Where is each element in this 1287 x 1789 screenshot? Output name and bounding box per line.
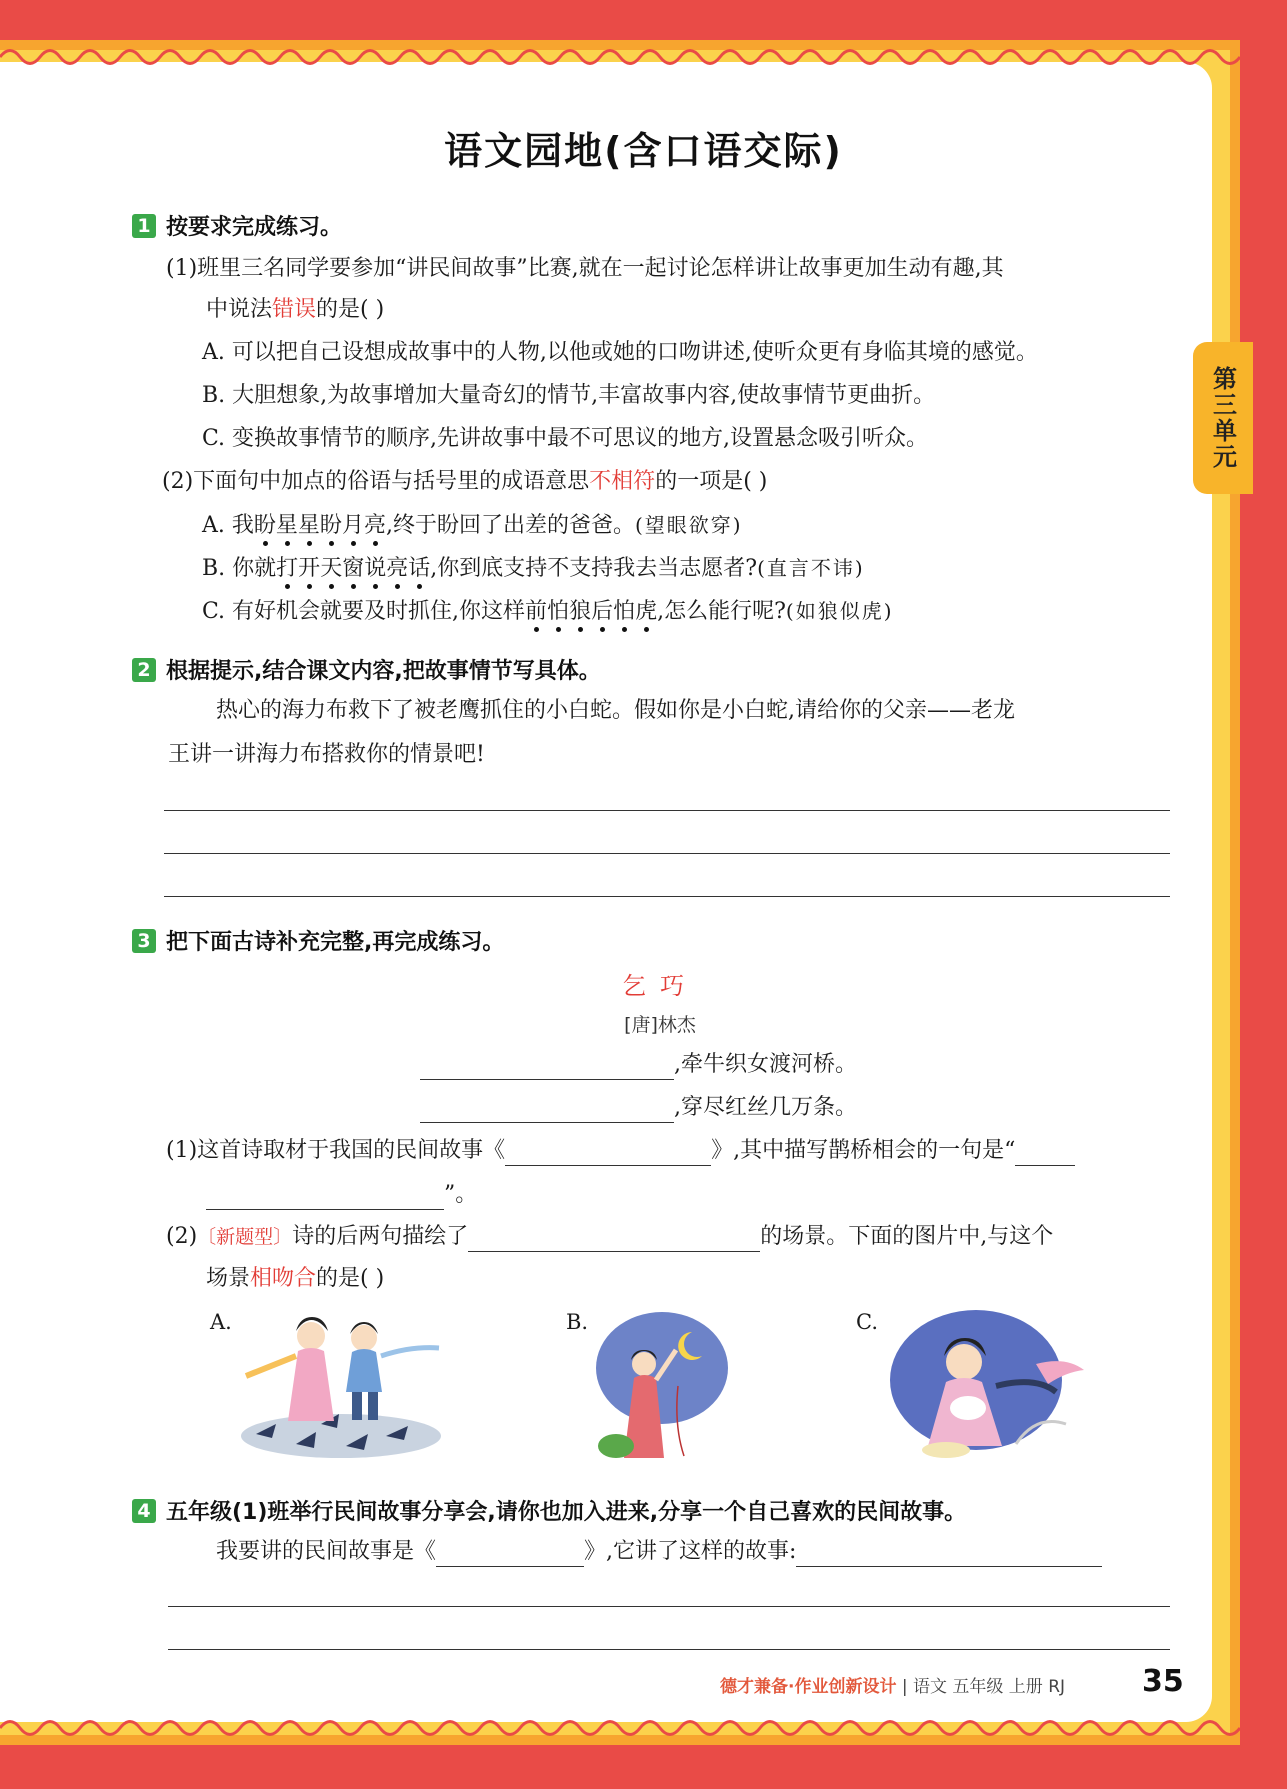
q1-p2-line [162, 467, 767, 497]
new-question-tag: 〔新题型〕 [197, 1226, 293, 1248]
dotted-char: 前 [525, 599, 548, 624]
page-title: 语文园地(含口语交际) [444, 129, 843, 173]
q3-s1-b: 》,其中描写鹊桥相会的一句是“ [711, 1138, 1016, 1163]
q3-s1-a: (1)这首诗取材于我国的民间故事《 [166, 1138, 506, 1163]
q2-answer-line-2[interactable] [164, 853, 1170, 854]
q4-heading-text: 五年级(1)班举行民间故事分享会,请你也加入进来,分享一个自己喜欢的民间故事。 [166, 1500, 967, 1525]
q3-heading-text: 把下面古诗补充完整,再完成练习。 [166, 930, 505, 955]
q2-text-line2: 王讲一讲海力布搭救你的情景吧! [168, 742, 485, 767]
dotted-char: 开 [298, 556, 321, 581]
poem-blank-2[interactable] [420, 1100, 674, 1123]
dotted-char: 星 [275, 513, 298, 538]
q2-number: 2 [132, 658, 156, 682]
q1-p1-line2-a: 中说法 [206, 297, 273, 322]
q2-answer-line-1[interactable] [164, 810, 1170, 811]
q3-s1-line2 [206, 1180, 477, 1210]
option-a-label: A. [210, 1310, 232, 1334]
q3-s2-line2 [206, 1264, 384, 1294]
q1-p2-option-b[interactable] [202, 553, 865, 584]
dotted-char: 盼 [319, 513, 342, 538]
q1-p2-keyword: 不相符 [589, 469, 656, 494]
q3-number: 3 [132, 929, 156, 953]
q1-p2-a-note: (望眼欲穿) [634, 513, 743, 537]
q3-s1-line [166, 1136, 1075, 1166]
q2-answer-line-3[interactable] [164, 896, 1170, 897]
dotted-char: 月 [341, 513, 364, 538]
q1-p1-line1: (1)班里三名同学要参加“讲民间故事”比赛,就在一起讨论怎样讲让故事更加生动有趣,其 [166, 256, 1004, 281]
q1-p2-c-note: (如狼似虎) [785, 599, 894, 623]
page-paper [0, 62, 1212, 1722]
wavy-border-top [0, 44, 1240, 70]
q1-p2-a-pre: A. 我 [202, 513, 254, 538]
q3-s1-c: ”。 [444, 1182, 478, 1207]
dotted-char: 星 [297, 513, 320, 538]
dotted-char: 亮 [363, 513, 386, 538]
unit-tab-label: 第三单元 [1208, 366, 1237, 470]
q1-p2-b-note: (直言不讳) [757, 556, 865, 580]
q1-p2-b-post: ,你到底支持不支持我去当志愿者? [430, 556, 758, 581]
q1-p2-c-post: ,怎么能行呢? [657, 599, 786, 624]
q4-line-b: 》,它讲了这样的故事: [584, 1539, 797, 1564]
q1-p2-a-post: ,终于盼回了出差的爸爸。 [385, 513, 635, 538]
dotted-char: 亮 [386, 556, 409, 581]
q2-text-line1: 热心的海力布救下了被老鹰抓住的小白蛇。假如你是小白蛇,请给你的父亲——老龙 [216, 698, 1015, 723]
option-b-picture[interactable] [594, 1306, 730, 1464]
dotted-char: 说 [364, 556, 387, 581]
option-a-picture[interactable] [236, 1306, 446, 1466]
footer-subject: | 语文 五年级 上册 RJ [896, 1677, 1066, 1697]
option-c-label: C. [856, 1310, 878, 1334]
q3-s1-blank-line-a[interactable] [1015, 1143, 1075, 1166]
q1-p1-keyword: 错误 [272, 297, 317, 322]
q3-s2-line [166, 1222, 1053, 1252]
dotted-char: 打 [276, 556, 299, 581]
q1-heading-text: 按要求完成练习。 [166, 215, 343, 240]
poem-line-1-text: ,牵牛织女渡河桥。 [674, 1052, 857, 1077]
q2-heading [132, 654, 601, 685]
q3-s1-blank-line-b[interactable] [206, 1187, 444, 1210]
poem-author: [唐]林杰 [624, 1014, 696, 1036]
q3-s2-blank[interactable] [468, 1229, 760, 1252]
q1-p1-option-c[interactable]: C. 变换故事情节的顺序,先讲故事中最不可思议的地方,设置悬念吸引听众。 [202, 426, 929, 451]
q3-s2-b: 诗的后两句描绘了 [292, 1224, 469, 1249]
q1-number: 1 [132, 214, 156, 238]
q3-s2-line2-a: 场景 [206, 1266, 251, 1291]
poem-blank-1[interactable] [420, 1057, 674, 1080]
q3-s2-c: 的场景。下面的图片中,与这个 [760, 1224, 1054, 1249]
dotted-char: 虎 [635, 599, 658, 624]
unit-tab [1193, 342, 1253, 494]
poem-line-1 [420, 1050, 857, 1080]
q1-p1-answer-paren[interactable]: 的是( ) [316, 297, 385, 322]
q4-prompt-line [216, 1537, 1102, 1567]
q3-s2-answer-paren[interactable]: 的是( ) [316, 1266, 385, 1291]
dotted-char: 后 [591, 599, 614, 624]
q4-line-a: 我要讲的民间故事是《 [216, 1539, 437, 1564]
q3-s2-keyword: 相吻合 [250, 1266, 317, 1291]
footer-brand: 德才兼备·作业创新设计 [720, 1677, 897, 1697]
dotted-char: 天 [320, 556, 343, 581]
q1-p2-b-pre: B. 你就 [202, 556, 277, 581]
poem-line-2-text: ,穿尽红丝几万条。 [674, 1095, 857, 1120]
option-b-label: B. [566, 1310, 589, 1334]
footer-info [720, 1672, 1065, 1697]
q4-story-title-blank[interactable] [436, 1544, 584, 1567]
q4-heading [132, 1495, 966, 1526]
dotted-char: 盼 [253, 513, 276, 538]
dotted-char: 话 [408, 556, 431, 581]
q4-story-blank-first[interactable] [796, 1544, 1102, 1567]
dotted-char: 狼 [569, 599, 592, 624]
q1-p1-option-b[interactable]: B. 大胆想象,为故事增加大量奇幻的情节,丰富故事内容,使故事情节更曲折。 [202, 383, 936, 408]
q4-number: 4 [132, 1499, 156, 1523]
page-number: 35 [1142, 1664, 1184, 1699]
q1-p1-line2 [206, 295, 384, 325]
wavy-border-bottom [0, 1715, 1240, 1741]
q3-heading [132, 925, 504, 956]
q3-s2-a: (2) [166, 1224, 198, 1249]
dotted-char: 怕 [613, 599, 636, 624]
q2-heading-text: 根据提示,结合课文内容,把故事情节写具体。 [166, 659, 601, 684]
q1-p1-option-a[interactable]: A. 可以把自己设想成故事中的人物,以他或她的口吻讲述,使听众更有身临其境的感觉。 [202, 340, 1038, 365]
dotted-char: 窗 [342, 556, 365, 581]
poem-title: 乞巧 [622, 972, 698, 1000]
option-c-picture[interactable] [886, 1304, 1086, 1466]
poem-line-2 [420, 1093, 857, 1123]
q1-heading [132, 210, 342, 241]
q4-answer-line-2[interactable] [168, 1649, 1170, 1650]
dotted-char: 怕 [547, 599, 570, 624]
q1-p2-option-a[interactable] [202, 510, 743, 541]
q1-p2-line-a: (2)下面句中加点的俗语与括号里的成语意思 [162, 469, 590, 494]
q4-answer-line-1[interactable] [168, 1606, 1170, 1607]
q1-p2-c-pre: C. 有好机会就要及时抓住,你这样 [202, 599, 526, 624]
q3-s1-blank-story[interactable] [505, 1143, 711, 1166]
q1-p2-answer-paren[interactable]: 的一项是( ) [655, 469, 768, 494]
q1-p2-option-c[interactable] [202, 596, 894, 627]
